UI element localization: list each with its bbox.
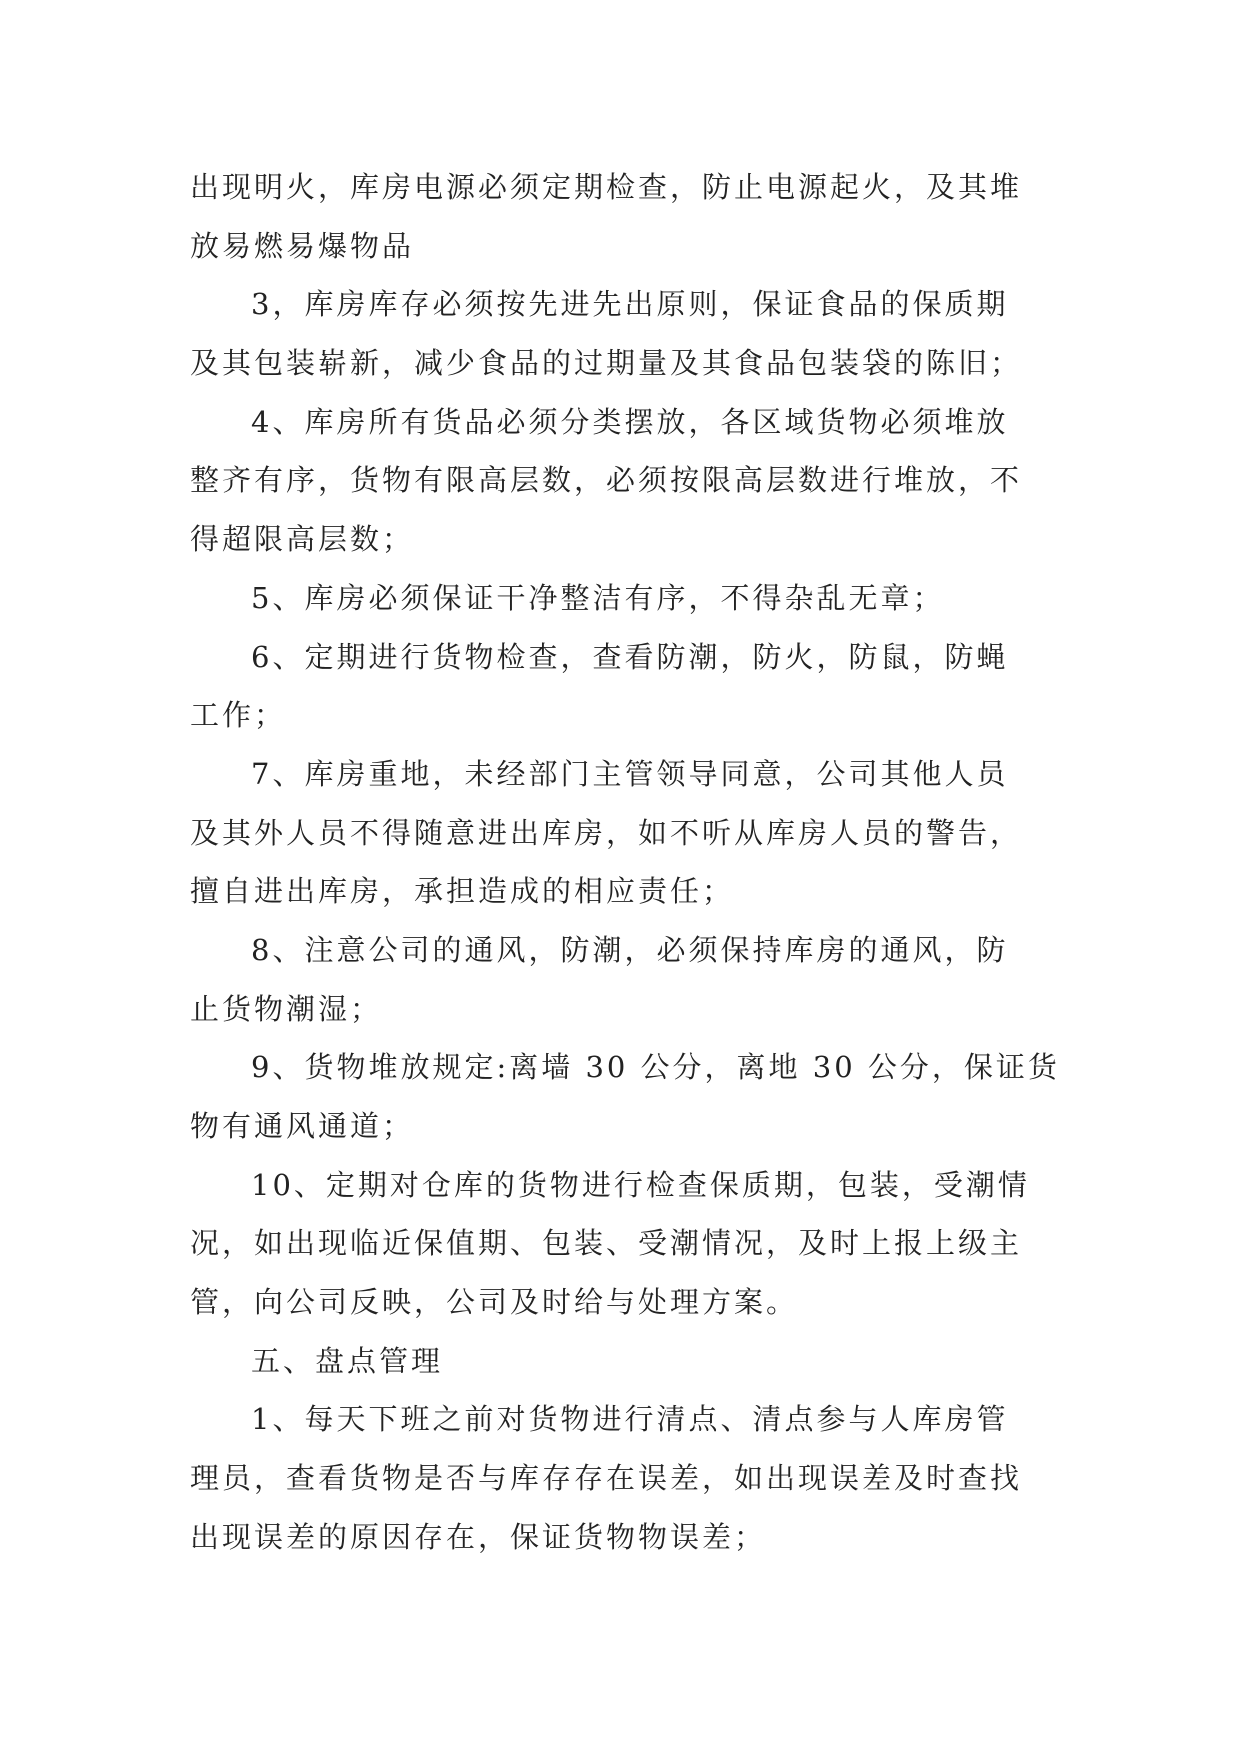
text-line: 3，库房库存必须按先进先出原则，保证食品的保质期	[251, 287, 1009, 322]
text-line: 理员，查看货物是否与库存存在误差，如出现误差及时查找	[190, 1461, 1023, 1496]
section-heading: 五、盘点管理	[251, 1343, 444, 1378]
text-line: 9、货物堆放规定:离墙 30 公分，离地 30 公分，保证货	[251, 1050, 1060, 1085]
text-line: 4、库房所有货品必须分类摆放，各区域货物必须堆放	[251, 404, 1009, 439]
text-line: 10、定期对仓库的货物进行检查保质期，包装，受潮情	[251, 1167, 1030, 1202]
text-line: 得超限高层数；	[190, 522, 415, 557]
text-line: 况，如出现临近保值期、包装、受潮情况，及时上报上级主	[190, 1226, 1023, 1261]
document-body	[190, 158, 1060, 1567]
text-line: 擅自进出库房，承担造成的相应责任；	[190, 874, 735, 909]
text-line: 6、定期进行货物检查，查看防潮，防火，防鼠，防蝇	[251, 639, 1009, 674]
text-line: 1、每天下班之前对货物进行清点、清点参与人库房管	[251, 1402, 1009, 1437]
text-line: 出现误差的原因存在，保证货物物误差；	[190, 1519, 767, 1554]
text-line: 及其外人员不得随意进出库房，如不听从库房人员的警告，	[190, 815, 1023, 850]
text-line: 及其包装崭新，减少食品的过期量及其食品包装袋的陈旧；	[190, 346, 1023, 381]
text-line: 物有通风通道；	[190, 1109, 415, 1143]
text-line: 整齐有序，货物有限高层数，必须按限高层数进行堆放，不	[190, 463, 1023, 498]
text-line: 8、注意公司的通风，防潮，必须保持库房的通风，防	[251, 932, 1009, 967]
text-line: 5、库房必须保证干净整洁有序，不得杂乱无章；	[251, 580, 945, 615]
text-line: 管，向公司反映，公司及时给与处理方案。	[190, 1285, 799, 1320]
text-line: 出现明火，库房电源必须定期检查，防止电源起火，及其堆	[190, 170, 1023, 204]
text-line: 工作；	[190, 698, 287, 733]
text-line: 7、库房重地，未经部门主管领导同意，公司其他人员	[251, 756, 1009, 791]
text-line: 止货物潮湿；	[190, 991, 383, 1026]
text-line: 放易燃易爆物品	[190, 228, 415, 263]
